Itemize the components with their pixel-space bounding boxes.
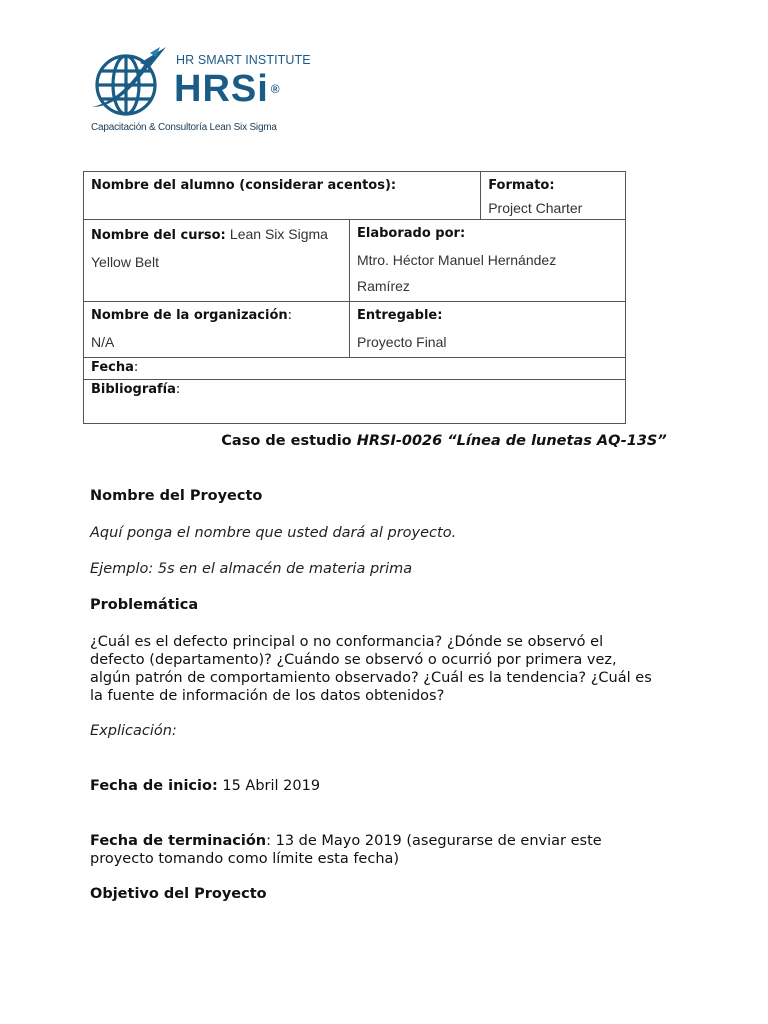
nombre-proyecto-example: Ejemplo: 5s en el almacén de materia prima xyxy=(90,561,413,577)
problematica-line: defecto (departamento)? ¿Cuándo se observó o ocurrió por primera vez, xyxy=(90,652,617,668)
org-value: N/A xyxy=(91,334,115,350)
alumno-cell[interactable] xyxy=(84,172,481,220)
fecha-terminacion-value-2: proyecto tomando como límite esta fecha) xyxy=(90,851,400,867)
fecha-cell[interactable] xyxy=(84,358,626,380)
curso-value: Lean Six Sigma xyxy=(229,226,328,242)
institute-name: HR SMART INSTITUTE xyxy=(176,53,311,67)
fecha-label: Fecha xyxy=(91,360,134,375)
elaborado-value: Mtro. Héctor Manuel Hernández xyxy=(357,252,557,268)
curso-cell[interactable] xyxy=(84,220,350,302)
header-info-table xyxy=(83,171,626,424)
curso-value-2: Yellow Belt xyxy=(91,254,159,270)
org-label: Nombre de la organización xyxy=(91,308,288,323)
problematica-text xyxy=(90,633,690,705)
entregable-cell[interactable] xyxy=(350,302,626,358)
nombre-proyecto-hint: Aquí ponga el nombre que usted dará al proyecto. xyxy=(90,525,457,541)
fecha-inicio xyxy=(90,778,690,794)
bibliografia-cell[interactable] xyxy=(84,380,626,424)
case-prefix: Caso de estudio xyxy=(221,433,357,449)
explicacion-label: Explicación: xyxy=(90,723,177,739)
fecha-terminacion-label: Fecha de terminación xyxy=(90,833,267,849)
bibliografia-colon: : xyxy=(175,382,181,397)
problematica-line: ¿Cuál es el defecto principal o no conformancia? ¿Dónde se observó el xyxy=(90,634,604,650)
org-cell[interactable] xyxy=(84,302,350,358)
fecha-colon: : xyxy=(133,360,139,375)
globe-airplane-icon xyxy=(90,45,170,121)
case-name: HRSI-0026 “Línea de lunetas AQ-13S” xyxy=(356,433,667,449)
nombre-proyecto-heading: Nombre del Proyecto xyxy=(90,488,263,504)
problematica-line: la fuente de información de los datos obtenidos? xyxy=(90,688,445,704)
elaborado-cell[interactable] xyxy=(350,220,626,302)
formato-value: Project Charter xyxy=(488,200,583,216)
registered-mark: ® xyxy=(270,82,280,96)
fecha-terminacion xyxy=(90,832,690,868)
org-colon: : xyxy=(287,308,293,323)
curso-label: Nombre del curso: xyxy=(91,228,226,243)
formato-label: Formato: xyxy=(488,178,555,193)
entregable-label: Entregable: xyxy=(357,308,443,323)
alumno-label: Nombre del alumno (considerar acentos): xyxy=(91,178,397,193)
case-study-title xyxy=(0,433,768,449)
logo-tagline: Capacitación & Consultoría Lean Six Sigma xyxy=(91,122,277,133)
brand-name: HRSi ® xyxy=(174,68,280,110)
entregable-value: Proyecto Final xyxy=(357,334,447,350)
problematica-heading: Problemática xyxy=(90,597,199,613)
formato-cell[interactable] xyxy=(481,172,626,220)
fecha-inicio-label: Fecha de inicio: xyxy=(90,778,218,794)
problematica-line: algún patrón de comportamiento observado? ¿Cuál es la tendencia? ¿Cuál es xyxy=(90,670,652,686)
fecha-inicio-value: 15 Abril 2019 xyxy=(217,778,321,794)
objetivo-heading: Objetivo del Proyecto xyxy=(90,886,267,902)
fecha-terminacion-value: : 13 de Mayo 2019 (asegurarse de enviar este xyxy=(266,833,602,849)
elaborado-value-2: Ramírez xyxy=(357,278,410,294)
elaborado-label: Elaborado por: xyxy=(357,226,466,241)
bibliografia-label: Bibliografía xyxy=(91,382,176,397)
hrsi-logo xyxy=(90,45,311,137)
